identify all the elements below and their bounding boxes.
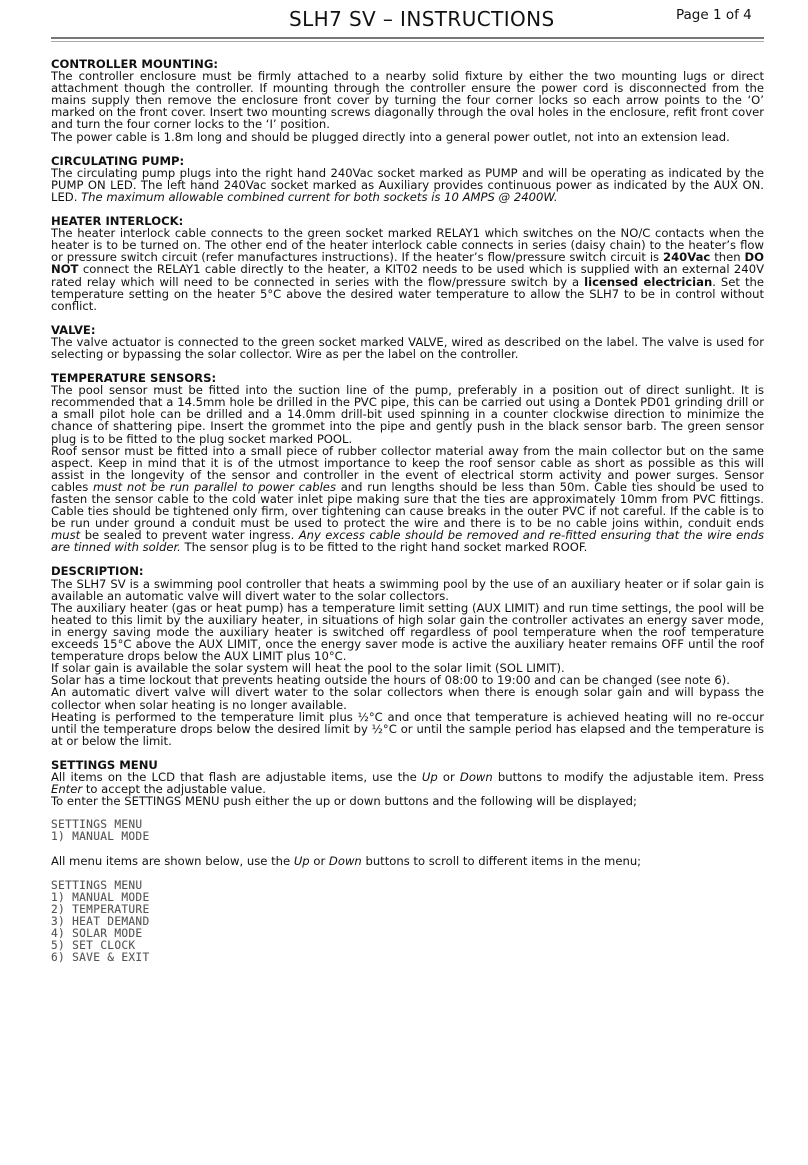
- paragraph: To enter the SETTINGS MENU push either the up or down buttons and the following will be displayed;: [51, 794, 637, 809]
- paragraph-text: to accept the adjustable value.: [85, 782, 266, 797]
- current-limit-note: The maximum allowable combined current for both sockets is 10 AMPS @ 2400W.: [81, 189, 558, 204]
- up-button-ref: Up: [293, 854, 310, 869]
- paragraph: The auxiliary heater (gas or heat pump) has a temperature limit setting (AUX LIMIT) and run time settings, the pool will be heated to this limit by the auxiliary heater, in situations of high solar gain the controller activates an energy saver mode, in energy saving mode the auxiliary heater is switched off regardless of pool temperature when the roof temperature exceeds 15°C above the AUX LIMIT, once the energy saver mode is active the auxiliary heater remains OFF until the roof temperature drops below the AUX LIMIT plus 10°C.: [51, 600, 764, 664]
- italic-text: must not be run parallel to power cables: [92, 479, 336, 494]
- section-settings-menu: [51, 759, 764, 964]
- paragraph-text: All items on the LCD that flash are adjustable items, use the: [51, 769, 417, 784]
- lcd-line: 4) SOLAR MODE: [51, 926, 143, 940]
- section-temperature-sensors: [51, 372, 764, 553]
- paragraph-text: The circulating pump plugs into the right hand 240Vac socket marked as PUMP and will be operating as indicated by the PUMP ON LED. The left hand 240Vac socket marked as Auxiliary provides continuous power as indicated by the AUX ON. LED.: [51, 165, 764, 204]
- lcd-line: SETTINGS MENU: [51, 878, 143, 892]
- paragraph-text: or: [313, 854, 326, 869]
- paragraph-text: The heater interlock cable connects to the green socket marked RELAY1 which switches on the NO/C contacts when the heater is to be turned on. The other end of the heater interlock cable connects in series (daisy chain) to the heater’s flow or pressure switch circuit (refer manufactures instructions). If the heater’s flow/pressure switch circuit is: [51, 226, 764, 265]
- section-heater-interlock: [51, 215, 764, 312]
- paragraph: If solar gain is available the solar system will heat the pool to the solar limit (SOL LIMIT).: [51, 661, 565, 676]
- section-description: [51, 565, 764, 746]
- lcd-line: 6) SAVE & EXIT: [51, 951, 150, 965]
- section-heading: CONTROLLER MOUNTING:: [51, 57, 219, 71]
- paragraph-text: The sensor plug is to be fitted to the right hand socket marked ROOF.: [184, 540, 588, 555]
- paragraph: The pool sensor must be fitted into the suction line of the pump, preferably in a position out of direct sunlight. It is recommended that a 14.5mm hole be drilled in the PVC pipe, this can be carried out using a Dontek PD01 grinding drill or a small pilot hole can be drilled and a 14.0mm drill-bit used spinning in a counter clockwise direction to minimize the chance of shattering pipe. Insert the grommet into the pipe and gently push in the black sensor barb. The green sensor plug is to be fitted to the plug socket marked POOL.: [51, 383, 764, 446]
- section-heading: VALVE:: [51, 322, 96, 337]
- licensed-electrician-emphasis: licensed electrician: [584, 274, 713, 289]
- section-heading: CIRCULATING PUMP:: [51, 153, 185, 168]
- paragraph: Heating is performed to the temperature limit plus ½°C and once that temperature is achieved heating will no re-occur until the temperature drops below the desired limit by ½°C or until the sample period has elapsed and the temperature is at or below the limit.: [51, 709, 764, 748]
- section-heading: HEATER INTERLOCK:: [51, 214, 184, 229]
- page-header: [0, 0, 808, 44]
- document-body: [51, 58, 764, 976]
- paragraph-text: and run lengths should be less than 50m. Cable ties should be used to fasten the sensor cable to the cold water inlet pipe making sure that the ties are approximately 10mm from PVC fittings. Cable ties should be tightened only firm, over tightening can cause breaks in the outer PVC if not careful. If the cable is to be run under ground a conduit must be used to protect the wire and there is to be no cable joins within, conduit ends: [51, 479, 764, 531]
- lcd-line: SETTINGS MENU: [51, 818, 143, 832]
- paragraph: The controller enclosure must be firmly attached to a nearby solid fixture by either the two mounting lugs or direct attachment though the controller. If mounting through the controller ensure the power cord is disconnected from the mains supply then remove the enclosure front cover by turning the four corner locks so each arrow points to the ‘O’ marked on the front cover. Insert two mounting screws diagonally through the oval holes in the enclosure, refit front cover and turn the four corner locks to the ‘I’ position.: [51, 69, 764, 132]
- lcd-line: 5) SET CLOCK: [51, 939, 136, 952]
- paragraph-text: be sealed to prevent water ingress.: [84, 528, 295, 543]
- lcd-line: 3) HEAT DEMAND: [51, 914, 150, 928]
- voltage-emphasis: 240Vac: [663, 250, 711, 265]
- paragraph-text: Roof sensor must be fitted into a small piece of rubber collector material away from the main collector but on the same aspect. Keep in mind that it is of the utmost importance to keep the roof sensor cable as short as possible as this will assist in the longevity of the sensor and controller in the event of electrical storm activity and power surges. Sensor cables: [51, 443, 764, 494]
- section-circulating-pump: [51, 155, 764, 203]
- lcd-line: 1) MANUAL MODE: [51, 890, 150, 904]
- paragraph-text: . Set the temperature setting on the heater 5°C above the desired water temperature to allow the SLH7 to be in control without conflict.: [51, 274, 764, 313]
- header-rule-thin: [51, 41, 764, 42]
- italic-text: must: [51, 528, 81, 543]
- paragraph: [51, 445, 764, 554]
- section-heading: SETTINGS MENU: [51, 757, 158, 772]
- paragraph: [51, 167, 764, 203]
- paragraph-text: buttons to scroll to different items in the menu;: [365, 854, 642, 869]
- enter-button-ref: Enter: [51, 782, 83, 797]
- section-controller-mounting: [51, 58, 764, 143]
- paragraph: [51, 227, 764, 312]
- paragraph-text: then: [714, 250, 741, 265]
- section-heading: DESCRIPTION:: [51, 564, 144, 579]
- down-button-ref: Down: [328, 854, 362, 869]
- warning-emphasis: DO NOT: [51, 250, 765, 277]
- page-title: SLH7 SV – INSTRUCTIONS: [289, 7, 555, 31]
- header-rule: [51, 37, 764, 39]
- up-button-ref: Up: [421, 769, 438, 784]
- paragraph: Solar has a time lockout that prevents heating outside the hours of 08:00 to 19:00 and can be changed (see note 6).: [51, 673, 730, 688]
- paragraph: [51, 771, 764, 795]
- paragraph-text: connect the RELAY1 cable directly to the heater, a KIT02 needs to be used which is supplied with an external 240V rated relay which will need to be connected in series with the flow/pressure switch by a: [51, 262, 764, 289]
- lcd-display-menu: [51, 880, 764, 965]
- lcd-line: 1) MANUAL MODE: [51, 830, 150, 844]
- paragraph: The valve actuator is connected to the green socket marked VALVE, wired as described on the label. The valve is used for selecting or bypassing the solar collector. Wire as per the label on the controller.: [51, 334, 764, 361]
- paragraph: The SLH7 SV is a swimming pool controller that heats a swimming pool by the use of an auxiliary heater or if solar gain is available an automatic valve will divert water to the solar collectors.: [51, 576, 764, 603]
- italic-text: Any excess cable should be removed and re-fitted ensuring that the wire ends are tinned with solder.: [51, 528, 765, 555]
- lcd-line: 2) TEMPERATURE: [51, 902, 150, 916]
- section-heading: TEMPERATURE SENSORS:: [51, 371, 217, 386]
- paragraph-text: All menu items are shown below, use the: [51, 854, 291, 869]
- paragraph: [51, 855, 764, 867]
- paragraph-text: buttons to modify the adjustable item. Press: [497, 769, 765, 784]
- paragraph: The power cable is 1.8m long and should be plugged directly into a general power outlet, not into an extension lead.: [51, 129, 730, 144]
- paragraph-text: or: [442, 769, 455, 784]
- lcd-display-entry: [51, 819, 764, 843]
- down-button-ref: Down: [459, 769, 493, 784]
- section-valve: [51, 324, 764, 360]
- page-number: Page 1 of 4: [676, 7, 752, 23]
- paragraph: An automatic divert valve will divert water to the solar collectors when there is enough solar gain and will bypass the collector when solar heating is no longer available.: [51, 685, 764, 712]
